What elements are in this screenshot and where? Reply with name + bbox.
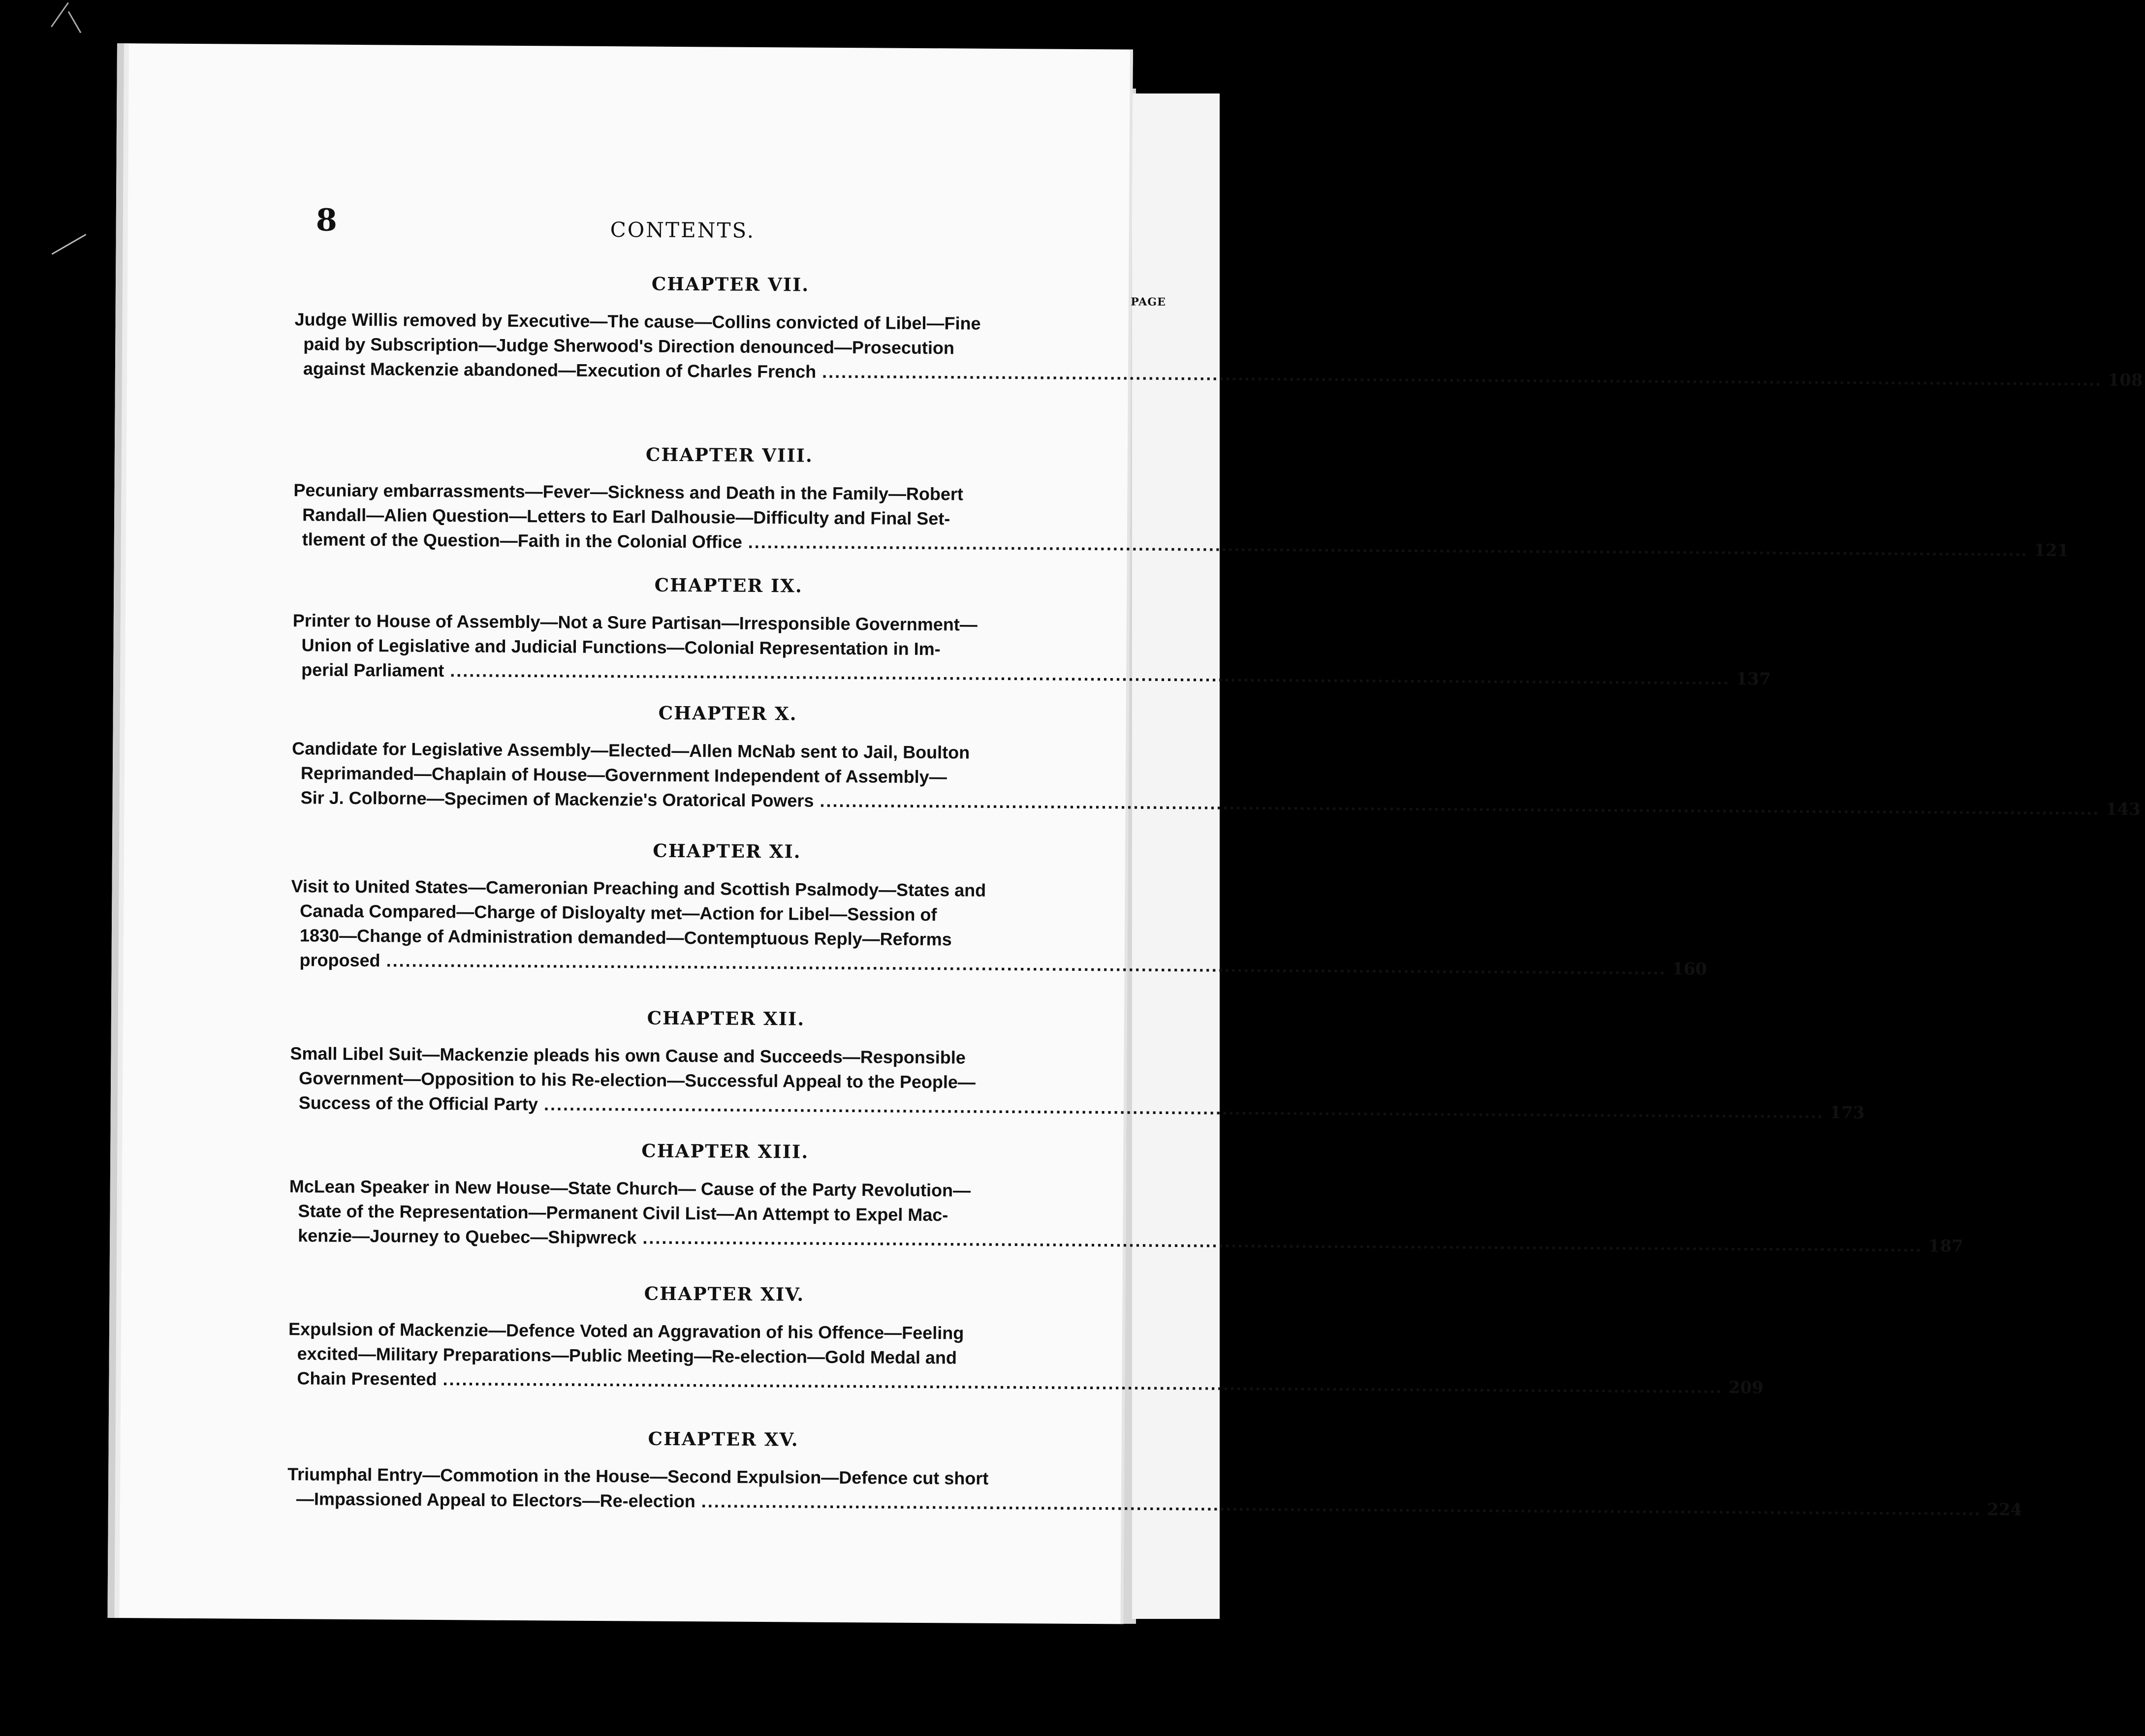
chapter-summary	[290, 1041, 1865, 1123]
chapter-title: CHAPTER X.	[658, 702, 797, 725]
chapter-page-number: 209	[1728, 1378, 1764, 1398]
chapter-entry	[294, 271, 2143, 391]
summary-last-line	[290, 948, 1707, 979]
summary-line: 1830—Change of Administration demanded—Contemptuous Reply—Reforms	[299, 925, 952, 950]
chapter-page-number: 137	[1735, 669, 1771, 689]
summary-line: Government—Opposition to his Re-election—Successful Appeal to the People—	[299, 1068, 976, 1092]
summary-line: Expulsion of Mackenzie—Defence Voted an Aggravation of his Offence—Feeling	[288, 1319, 964, 1343]
chapter-title: CHAPTER VII.	[651, 273, 810, 296]
summary-line: —Impassioned Appeal to Electors—Re-election	[296, 1488, 695, 1512]
chapter-summary	[294, 295, 2143, 391]
summary-last-line	[292, 657, 1771, 689]
summary-line: Randall—Alien Question—Letters to Earl Dalhousie—Difficulty and Final Set-	[302, 504, 950, 529]
chapter-page-number: 224	[1987, 1500, 2022, 1520]
summary-line: Union of Legislative and Judicial Functions—Colonial Representation in Im-	[301, 635, 941, 659]
chapter-page-number: 187	[1928, 1236, 1963, 1256]
dot-leader: ........................................................................................................................................................................................................	[642, 1227, 1923, 1256]
chapter-entry	[290, 1005, 1865, 1123]
summary-line: McLean Speaker in New House—State Church— Cause of the Party Revolution—	[289, 1176, 971, 1201]
chapter-title: CHAPTER XI.	[653, 839, 801, 863]
chapter-entry	[290, 837, 1707, 979]
chapter-page-number: 160	[1672, 959, 1707, 979]
summary-last-line	[290, 1090, 1865, 1123]
dot-leader: ........................................................................................................................................................................................................	[386, 950, 1667, 979]
dot-leader: ........................................................................................................................................................................................................	[748, 531, 2028, 560]
summary-last-line	[291, 785, 2141, 820]
summary-line: Sir J. Colborne—Specimen of Mackenzie's Oratorical Powers	[300, 787, 814, 811]
summary-line: Chain Presented	[297, 1368, 437, 1390]
chapter-entry	[291, 700, 2141, 820]
dot-leader: ........................................................................................................................................................................................................	[820, 790, 2100, 819]
chapter-page-number: 121	[2034, 540, 2069, 561]
summary-line: Candidate for Legislative Assembly—Elected—Allen McNab sent to Jail, Boulton	[292, 738, 970, 763]
summary-last-line	[287, 1487, 2022, 1520]
book-page	[107, 43, 2143, 1624]
summary-last-line	[294, 356, 2143, 391]
chapter-entry	[287, 1426, 2022, 1520]
summary-line: perial Parliament	[301, 659, 444, 681]
chapter-entry	[288, 1280, 1764, 1398]
chapter-entry	[289, 1138, 1963, 1256]
chapter-summary	[291, 736, 2141, 820]
chapter-page-number: 143	[2105, 799, 2141, 820]
crop-mark	[51, 2, 69, 28]
running-head: CONTENTS.	[610, 217, 756, 243]
summary-last-line	[289, 1223, 1963, 1256]
summary-line: paid by Subscription—Judge Sherwood's Direction denounced—Prosecution	[303, 334, 955, 358]
chapter-summary	[288, 1317, 1764, 1398]
chapter-page-number: 173	[1830, 1103, 1865, 1123]
summary-line: kenzie—Journey to Quebec—Shipwreck	[298, 1225, 637, 1248]
summary-line: Triumphal Entry—Commotion in the House—Second Expulsion—Defence cut short	[287, 1464, 989, 1488]
dot-leader: ........................................................................................................................................................................................................	[822, 361, 2102, 390]
chapter-entry	[292, 572, 1771, 689]
chapter-summary	[292, 608, 1771, 689]
chapter-summary	[293, 478, 2069, 561]
dot-leader: ........................................................................................................................................................................................................	[701, 1491, 1982, 1519]
chapter-summary	[289, 1174, 1963, 1256]
summary-last-line	[288, 1366, 1764, 1398]
chapter-title: CHAPTER XIV.	[644, 1282, 805, 1305]
chapter-title: CHAPTER XIII.	[641, 1140, 809, 1163]
summary-line: Pecuniary embarrassments—Fever—Sickness and Death in the Family—Robert	[293, 480, 964, 504]
chapter-title: CHAPTER XV.	[648, 1427, 799, 1451]
crop-mark	[68, 11, 82, 33]
page-column-label: PAGE	[1131, 295, 1166, 309]
summary-line: Reprimanded—Chaplain of House—Government Independent of Assembly—	[300, 763, 947, 787]
chapter-summary	[290, 874, 1707, 979]
summary-line: against Mackenzie abandoned—Execution of Charles French	[303, 358, 817, 382]
chapter-title: CHAPTER VIII.	[645, 443, 813, 466]
page-number: 8	[315, 202, 338, 238]
summary-line: Small Libel Suit—Mackenzie pleads his own Cause and Succeeds—Responsible	[290, 1043, 966, 1068]
summary-line: Judge Willis removed by Executive—The cause—Collins convicted of Libel—Fine	[294, 309, 981, 334]
chapter-entry	[293, 441, 2069, 561]
chapter-title: CHAPTER XII.	[647, 1007, 805, 1030]
summary-last-line	[293, 527, 2069, 561]
summary-line: proposed	[299, 950, 380, 971]
summary-line: tlement of the Question—Faith in the Colonial Office	[302, 529, 742, 552]
dot-leader: ........................................................................................................................................................................................................	[543, 1094, 1824, 1122]
summary-line: excited—Military Preparations—Public Meeting—Re-election—Gold Medal and	[297, 1343, 957, 1368]
chapter-summary	[287, 1462, 2022, 1520]
chapter-page-number: 108	[2108, 370, 2143, 391]
crop-mark	[52, 234, 87, 255]
summary-line: Canada Compared—Charge of Disloyalty met—Action for Libel—Session of	[300, 900, 937, 925]
dot-leader: ........................................................................................................................................................................................................	[442, 1369, 1723, 1397]
summary-line: Printer to House of Assembly—Not a Sure Partisan—Irresponsible Government—	[292, 610, 978, 635]
chapter-title: CHAPTER IX.	[654, 574, 803, 597]
summary-line: State of the Representation—Permanent Civil List—An Attempt to Expel Mac-	[298, 1201, 948, 1225]
summary-line: Visit to United States—Cameronian Preaching and Scottish Psalmody—States and	[291, 876, 986, 900]
dot-leader: ........................................................................................................................................................................................................	[450, 660, 1730, 689]
summary-line: Success of the Official Party	[298, 1092, 538, 1115]
